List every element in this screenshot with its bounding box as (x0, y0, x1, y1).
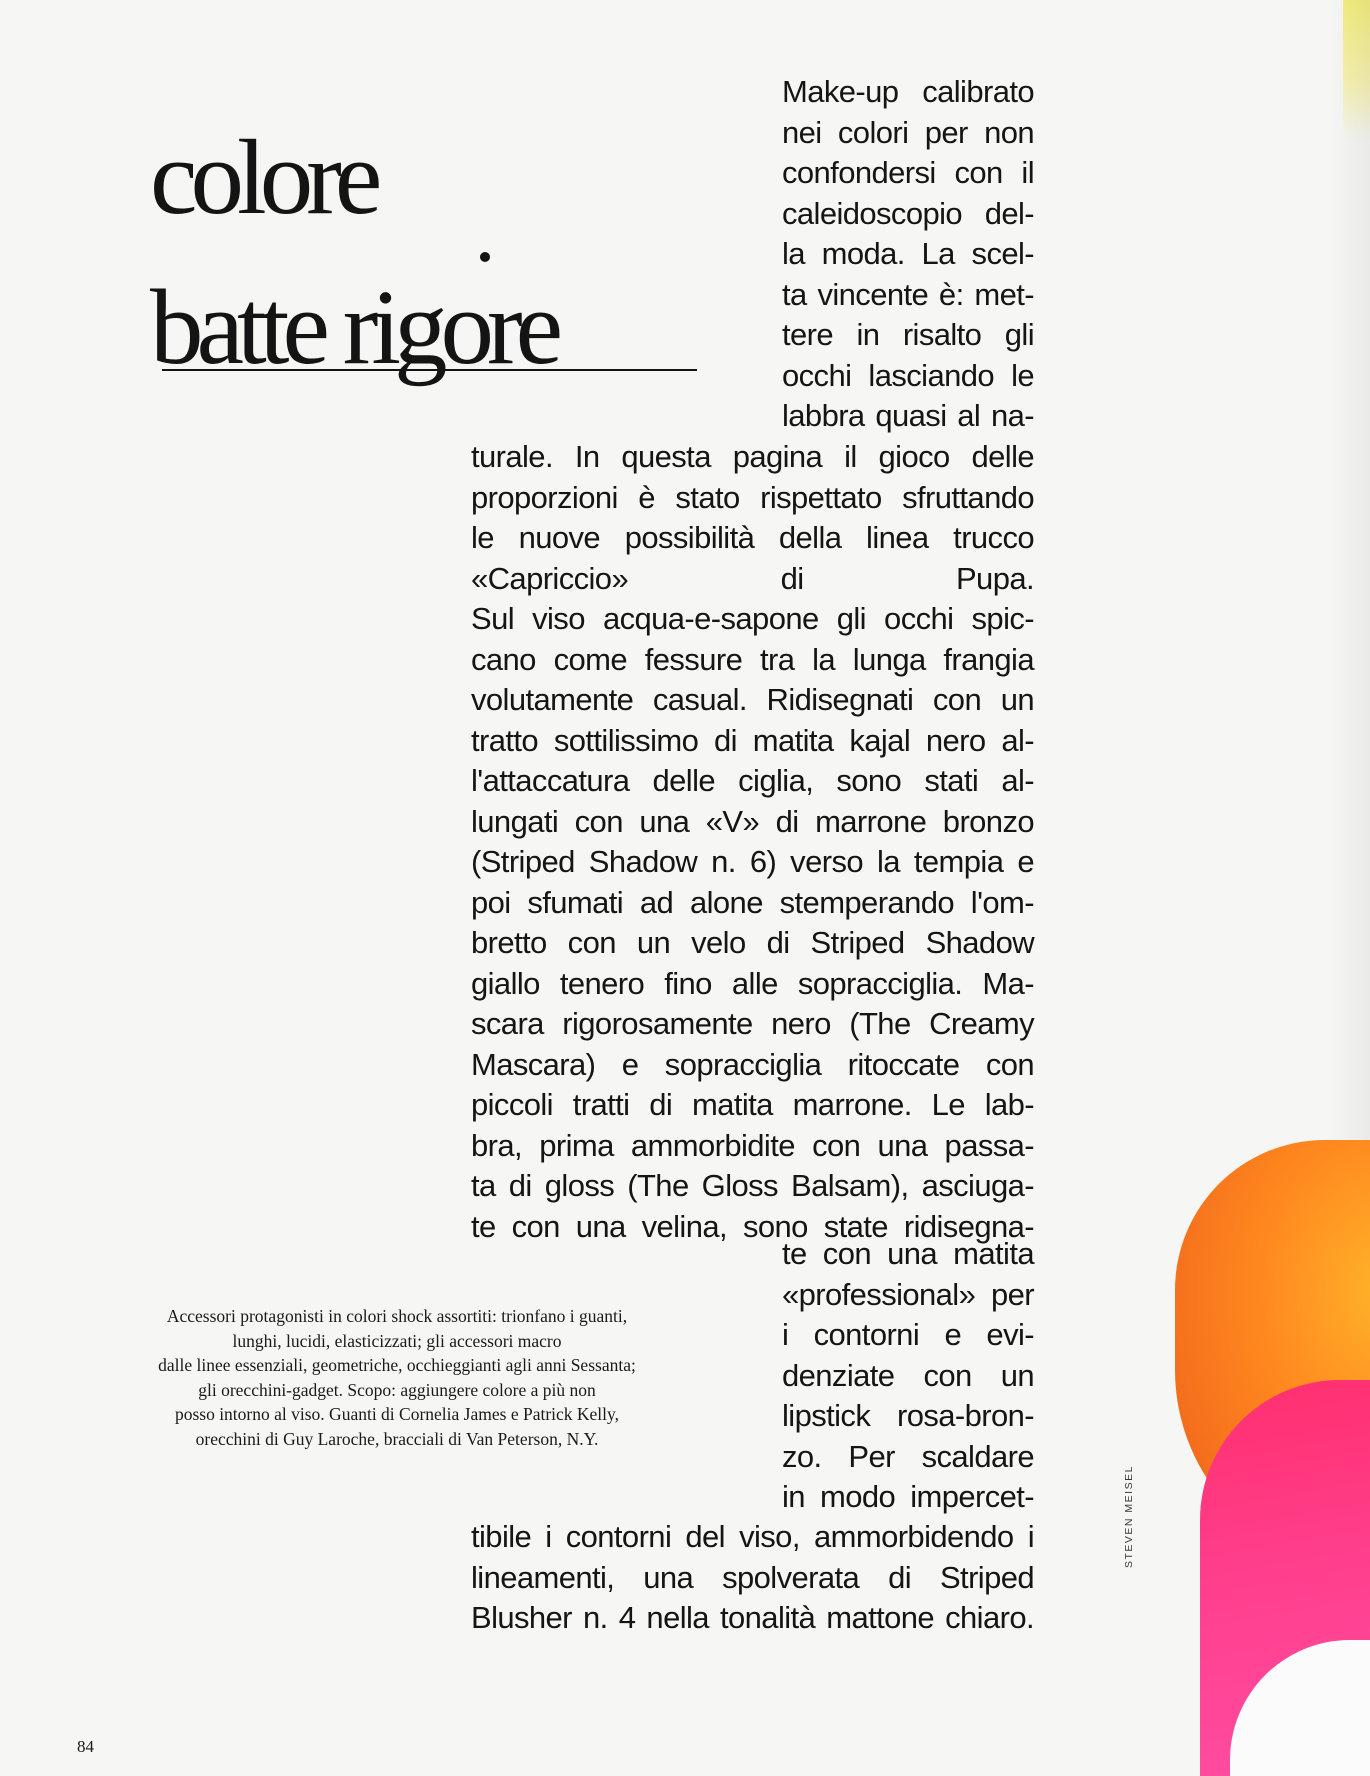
headline-underline (162, 369, 697, 371)
text-line: tere in risalto gli (782, 317, 1034, 352)
text-line: «professional» per (782, 1276, 1034, 1312)
caption-line: orecchini di Guy Laroche, bracciali di Van Peterson, N.Y. (195, 1428, 599, 1449)
text-line: nei colori per non (782, 114, 1034, 150)
text-line: scara rigorosamente nero (The Creamy (471, 1006, 1034, 1041)
caption-line: posso intorno al viso. Guanti di Cornelia James e Patrick Kelly, (174, 1404, 620, 1424)
text-line: occhi lasciando le (782, 357, 1034, 393)
text-line: poi sfumati ad alone stemperando l'om- (471, 884, 1034, 920)
headline-line-2: batte rigore (150, 269, 557, 387)
text-line: bretto con un velo di Striped Shadow (471, 925, 1034, 960)
text-line: bra, prima ammorbidite con una passa- (471, 1127, 1034, 1163)
text-line: caleidoscopio del- (782, 195, 1034, 231)
text-line: Mascara) e sopracciglia ritoccate con (471, 1046, 1034, 1082)
text-line: cano come fessure tra la lunga frangia (471, 641, 1034, 677)
headline-line-1: colore (150, 119, 376, 237)
body-text-block-3 (471, 599, 1034, 1247)
body-text-block-1 (782, 72, 1034, 437)
text-line: «Capriccio» di Pupa. (471, 560, 1034, 596)
text-line: la moda. La scel- (782, 236, 1034, 271)
text-line: ta di gloss (The Gloss Balsam), asciuga- (471, 1168, 1034, 1203)
text-line: (Striped Shadow n. 6) verso la tempia e (471, 844, 1034, 879)
text-line: te con una velina, sono state ridisegna- (471, 1208, 1034, 1244)
text-line: piccoli tratti di matita marrone. Le lab- (471, 1087, 1034, 1122)
caption-line: lunghi, lucidi, elasticizzati; gli accessori macro (232, 1330, 562, 1351)
text-line: tratto sottilissimo di matita kajal nero al- (471, 722, 1034, 758)
photo-credit: STEVEN MEISEL (1123, 1465, 1135, 1568)
text-line: Sul viso acqua-e-sapone gli occhi spic- (471, 601, 1034, 636)
text-line: giallo tenero fino alle sopracciglia. Ma- (471, 965, 1034, 1001)
text-line: tibile i contorni del viso, ammorbidendo i (471, 1519, 1034, 1554)
text-line: zo. Per scaldare (782, 1438, 1034, 1474)
text-line: turale. In questa pagina il gioco delle (471, 439, 1034, 474)
photo-caption (92, 1304, 702, 1451)
text-line: te con una matita (782, 1236, 1034, 1271)
caption-line: dalle linee essenziali, geometriche, occhieggianti agli anni Sessanta; (158, 1355, 636, 1375)
text-line: confondersi con il (782, 155, 1034, 190)
text-line: Blusher n. 4 nella tonalità mattone chiaro. (471, 1600, 1034, 1635)
text-line: labbra quasi al na- (782, 398, 1034, 433)
text-line: le nuove possibilità della linea trucco (471, 520, 1034, 555)
text-line: proporzioni è stato rispettato sfruttando (471, 479, 1034, 515)
text-line: volutamente casual. Ridisegnati con un (471, 682, 1034, 717)
text-line: ta vincente è: met- (782, 276, 1034, 312)
text-line: lungati con una «V» di marrone bronzo (471, 803, 1034, 839)
text-line: Make-up calibrato (782, 74, 1034, 109)
body-text-block-4 (782, 1234, 1034, 1518)
headline (150, 103, 710, 403)
text-line: denziate con un (782, 1357, 1034, 1393)
text-line: lipstick rosa-bron- (782, 1398, 1034, 1433)
body-text-block-5 (471, 1517, 1034, 1639)
text-line: lineamenti, una spolverata di Striped (471, 1559, 1034, 1595)
body-text-block-2 (471, 437, 1034, 599)
text-line: i contorni e evi- (782, 1317, 1034, 1352)
page-number: 84 (77, 1737, 94, 1756)
text-line: l'attaccatura delle ciglia, sono stati al- (471, 763, 1034, 798)
text-line: in modo impercet- (782, 1479, 1034, 1514)
caption-line: Accessori protagonisti in colori shock assortiti: trionfano i guanti, (166, 1306, 628, 1326)
caption-line: gli orecchini-gadget. Scopo: aggiungere colore a più non (198, 1379, 596, 1400)
headline-dot (480, 252, 490, 262)
